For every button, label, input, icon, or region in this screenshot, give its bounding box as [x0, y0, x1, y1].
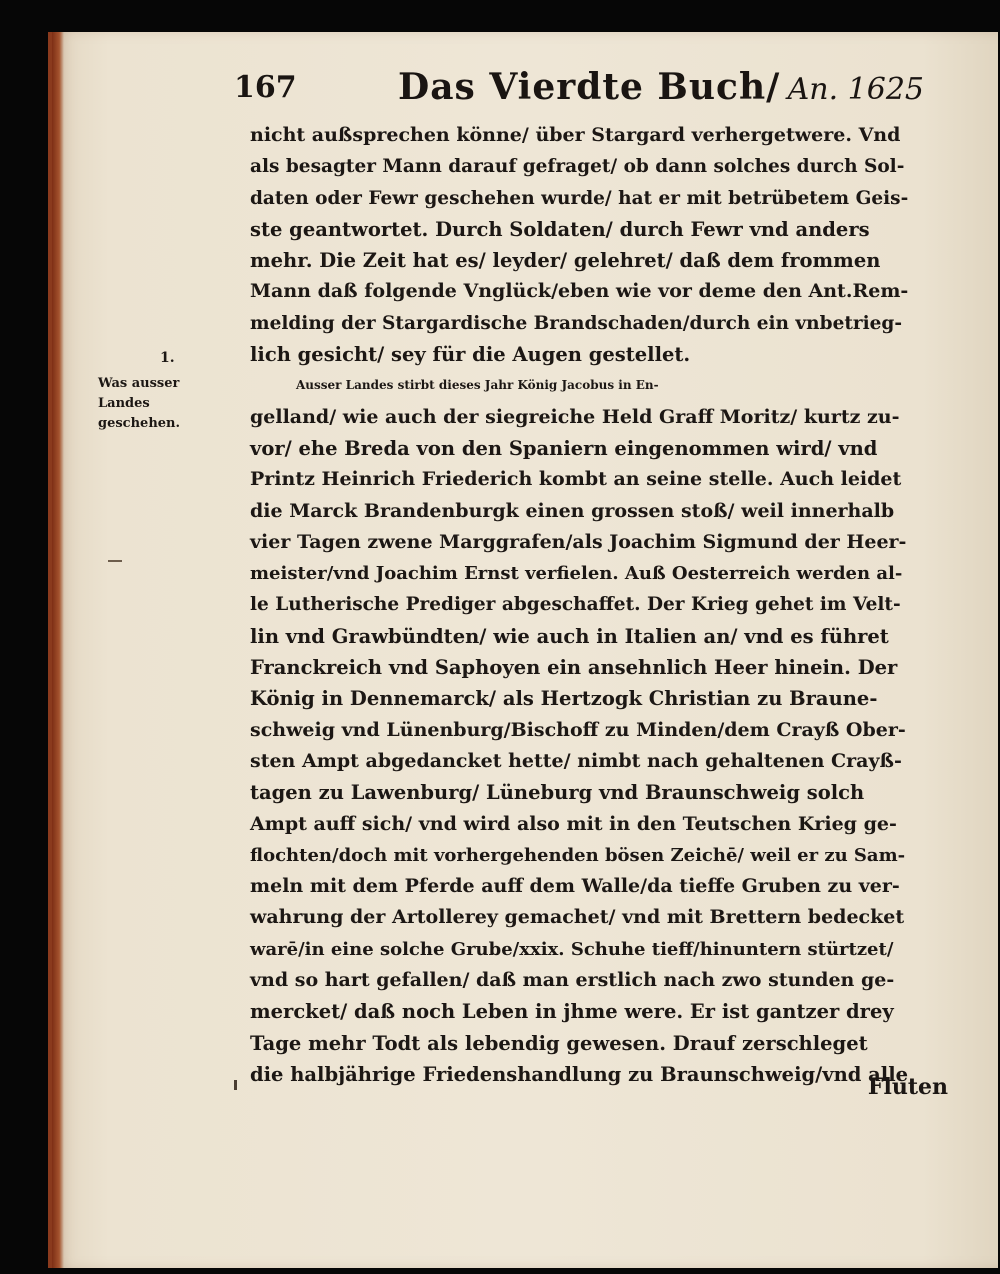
page-edge: [52, 32, 64, 1268]
text-line: warē/in eine solche Grube/xxix. Schuhe tieff/hinuntern stürtzet/: [250, 938, 894, 960]
text-line: mehr. Die Zeit hat es/ leyder/ gelehret/ daß dem frommen: [250, 249, 881, 273]
text-line: König in Dennemarck/ als Hertzogk Christian zu Braune-: [250, 687, 878, 711]
text-line: meister/vnd Joachim Ernst verfielen. Auß Oesterreich werden al-: [250, 563, 903, 585]
text-line: ste geantwortet. Durch Soldaten/ durch Fewr vnd anders: [250, 217, 870, 241]
text-line: nicht außsprechen könne/ über Stargard verhergetwere. Vnd: [250, 124, 901, 146]
text-line: vnd so hart gefallen/ daß man erstlich nach zwo stunden ge-: [250, 969, 895, 992]
text-line: daten oder Fewr geschehen wurde/ hat er mit betrübetem Geis-: [250, 187, 909, 209]
text-line: die halbjährige Friedenshandlung zu Braunschweig/vnd alle: [250, 1062, 909, 1086]
year-marker: An. 1625: [787, 72, 924, 107]
text-line: Ausser Landes stirbt dieses Jahr König Jacobus in En-: [296, 378, 659, 393]
text-line: Printz Heinrich Friederich kombt an seine stelle. Auch leidet: [250, 468, 902, 491]
text-line: flochten/doch mit vorhergehenden bösen Zeichē/ weil er zu Sam-: [250, 844, 906, 866]
catchword: Fluten: [867, 1074, 948, 1100]
text-line: sten Ampt abgedancket hette/ nimbt nach gehaltenen Crayß-: [250, 749, 902, 772]
text-line: meln mit dem Pferde auff dem Walle/da tieffe Gruben zu ver-: [250, 875, 900, 898]
text-line: lin vnd Grawbündten/ wie auch in Italien an/ vnd es führet: [250, 624, 889, 648]
text-line: als besagter Mann darauf gefraget/ ob dann solches durch Sol-: [250, 156, 905, 178]
page-number: 167: [234, 70, 297, 105]
text-line: gelland/ wie auch der siegreiche Held Graff Moritz/ kurtz zu-: [250, 405, 900, 428]
text-line: le Lutherische Prediger abgeschaffet. Der Krieg gehet im Velt-: [250, 594, 901, 616]
text-line: lich gesicht/ sey für die Augen gestellet.: [250, 343, 691, 367]
text-line: vor/ ehe Breda von den Spaniern eingenommen wird/ vnd: [250, 436, 878, 460]
page-header: [234, 64, 924, 114]
text-line: mercket/ daß noch Leben in jhme were. Er ist gantzer drey: [250, 1000, 894, 1024]
running-title: Das Vierdte Buch/: [398, 66, 781, 108]
text-line: wahrung der Artollerey gemachet/ vnd mit Brettern bedecket: [250, 906, 905, 929]
margin-dash: [108, 560, 122, 562]
text-line: schweig vnd Lünenburg/Bischoff zu Minden/dem Crayß Ober-: [250, 718, 906, 741]
text-line: vier Tagen zwene Marggrafen/als Joachim Sigmund der Heer-: [250, 530, 907, 553]
text-line: tagen zu Lawenburg/ Lüneburg vnd Braunschweig solch: [250, 781, 865, 805]
margin-note-number: 1.: [160, 350, 175, 366]
body-text: [250, 120, 910, 1090]
text-line: Franckreich vnd Saphoyen ein ansehnlich Heer hinein. Der: [250, 656, 898, 680]
margin-note: Was ausser Landes geschehen.: [98, 376, 181, 431]
text-line: melding der Stargardische Brandschaden/durch ein vnbetrieg-: [250, 312, 903, 334]
text-line: Mann daß folgende Vnglück/eben wie vor deme den Ant.Rem-: [250, 280, 909, 303]
text-line: die Marck Brandenburgk einen grossen stoß/ weil innerhalb: [250, 499, 895, 522]
text-line: Ampt auff sich/ vnd wird also mit in den Teutschen Krieg ge-: [250, 812, 897, 835]
margin-mark: [234, 1080, 237, 1090]
text-line: Tage mehr Todt als lebendig gewesen. Drauf zerschleget: [250, 1031, 868, 1055]
